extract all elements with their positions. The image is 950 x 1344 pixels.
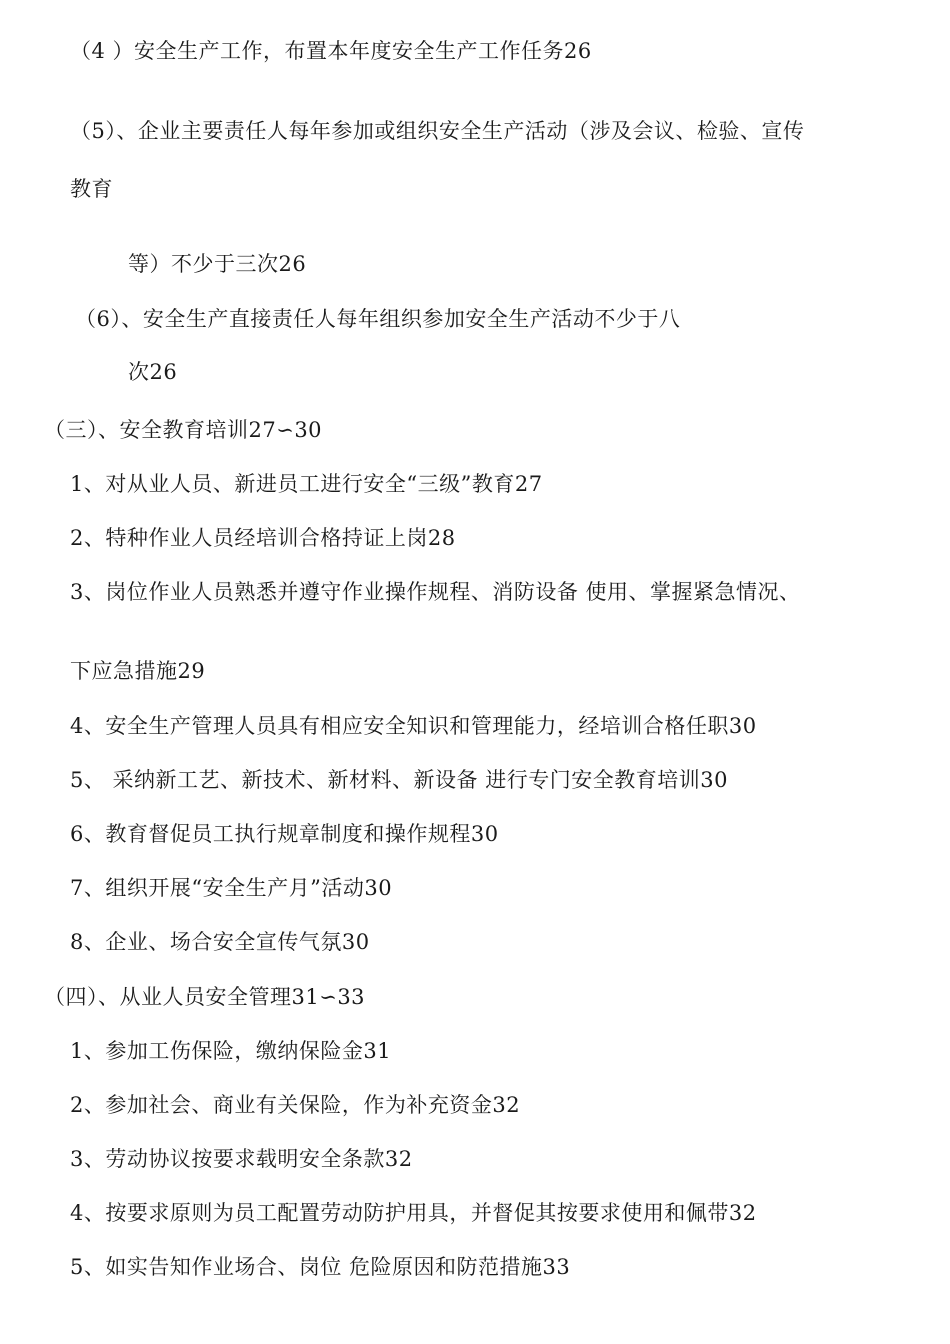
toc-entry-5-leader-activities: （5）、企业主要责任人每年参加或组织安全生产活动（涉及会议、检验、宣传 (70, 119, 805, 143)
toc-entry-5-continuation-times: 等）不少于三次26 (128, 252, 307, 276)
toc-item-3-7: 7、组织开展“安全生产月”活动30 (70, 876, 393, 900)
toc-item-3-8: 8、企业、场合安全宣传气氛30 (70, 930, 370, 954)
toc-entry-4-safety-work: （4 ）安全生产工作，布置本年度安全生产工作任务26 (70, 39, 592, 63)
toc-item-3-3: 3、岗位作业人员熟悉并遵守作业操作规程、消防设备 使用、掌握紧急情况、 (70, 580, 801, 604)
toc-entry-6-continuation: 次26 (128, 360, 178, 384)
toc-item-4-2: 2、参加社会、商业有关保险，作为补充资金32 (70, 1093, 521, 1117)
toc-section-three-heading: （三）、安全教育培训27∽30 (44, 418, 323, 442)
toc-item-3-3-continuation: 下应急措施29 (70, 659, 206, 683)
toc-item-3-2: 2、特种作业人员经培训合格持证上岗28 (70, 526, 456, 550)
toc-section-four-heading: （四）、从业人员安全管理31∽33 (44, 985, 366, 1009)
toc-item-3-4: 4、安全生产管理人员具有相应安全知识和管理能力，经培训合格任职30 (70, 714, 757, 738)
toc-item-4-5: 5、如实告知作业场合、岗位 危险原因和防范措施33 (70, 1255, 571, 1279)
toc-entry-6-direct-responsible: （6）、安全生产直接责任人每年组织参加安全生产活动不少于八 (75, 307, 681, 331)
toc-item-4-4: 4、按要求原则为员工配置劳动防护用具，并督促其按要求使用和佩带32 (70, 1201, 757, 1225)
toc-entry-5-continuation-education: 教育 (70, 177, 113, 201)
toc-item-3-5: 5、 采纳新工艺、新技术、新材料、新设备 进行专门安全教育培训30 (70, 768, 728, 792)
toc-item-4-3: 3、劳动协议按要求载明安全条款32 (70, 1147, 413, 1171)
toc-item-4-1: 1、参加工伤保险，缴纳保险金31 (70, 1039, 392, 1063)
toc-item-3-6: 6、教育督促员工执行规章制度和操作规程30 (70, 822, 499, 846)
toc-item-3-1: 1、对从业人员、新进员工进行安全“三级”教育27 (70, 472, 543, 496)
